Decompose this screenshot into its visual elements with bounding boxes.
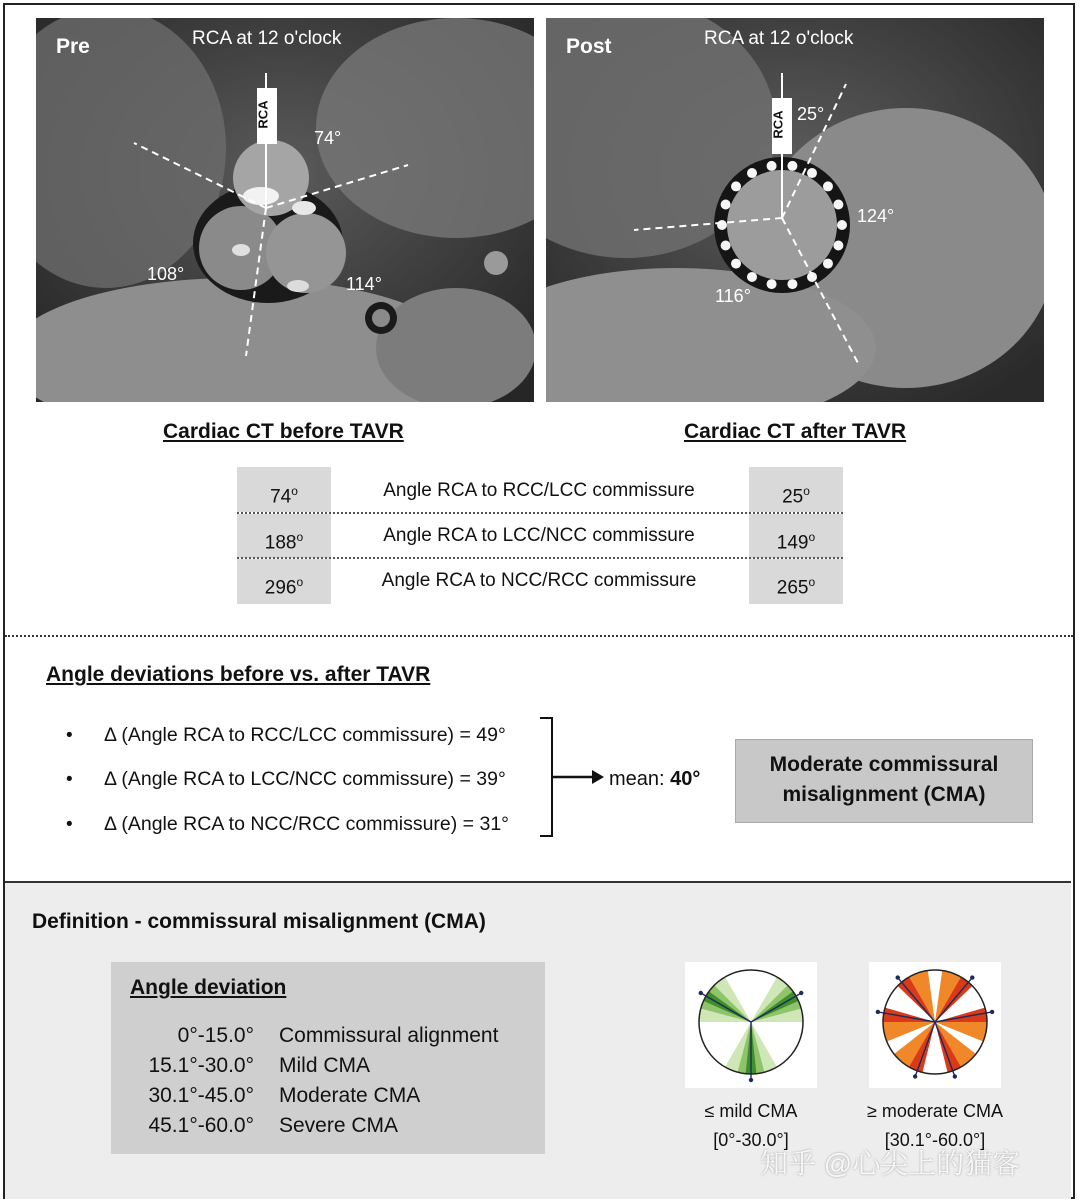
bullet-dot: • [66, 814, 73, 835]
table-row [749, 467, 843, 512]
degree-mark: o [296, 530, 304, 544]
ct-image-post [546, 18, 1044, 402]
before-value: 74 [270, 486, 292, 508]
degree-mark: o [803, 484, 810, 498]
bullet-dot: • [66, 769, 73, 790]
valve-strut [787, 161, 797, 171]
mean-value: 40° [670, 768, 701, 790]
moderate-cma-label: ≥ moderate CMA [867, 1101, 1003, 1121]
mild-cma-diagram [685, 962, 817, 1088]
deviation-item-1: Δ (Angle RCA to RCC/LCC commissure) = 49° [104, 724, 506, 746]
table-row [237, 467, 331, 512]
valve-strut [747, 168, 757, 178]
arrow-head-icon [913, 1074, 917, 1078]
arrow-head-icon [953, 1074, 957, 1078]
valve-strut [767, 279, 777, 289]
watermark: 知乎 @心尖上的猫客 [760, 1148, 1021, 1179]
category-cell: Commissural alignment [279, 1024, 499, 1047]
arrow-head-icon [699, 991, 703, 995]
rca-marker-pre: RCA [255, 100, 271, 129]
after-value: 265 [776, 577, 809, 599]
result-box: Moderate commissural misalignment (CMA) [735, 739, 1033, 823]
valve-strut [731, 181, 741, 191]
table-row [237, 514, 331, 558]
deviations-title: Angle deviations before vs. after TAVR [46, 663, 431, 686]
valve-strut [767, 161, 777, 171]
valve-strut [833, 199, 843, 209]
angle-label-post-2: 124° [857, 206, 895, 226]
orientation-label-post: RCA at 12 o'clock [704, 28, 854, 49]
orientation-label-pre: RCA at 12 o'clock [192, 28, 342, 49]
before-value: 188 [264, 532, 297, 554]
range-cell: 45.1°-60.0° [148, 1114, 254, 1137]
panel-tag-pre: Pre [56, 35, 90, 58]
row-label: Angle RCA to LCC/NCC commissure [383, 525, 695, 546]
arrow-head-icon [876, 1010, 880, 1014]
moderate-cma-range: [30.1°-60.0°] [884, 1130, 986, 1150]
section-divider [5, 635, 1073, 637]
caption-after: Cardiac CT after TAVR [684, 420, 907, 443]
angle-label-pre-2: 108° [147, 264, 185, 284]
mild-cma-label: ≤ mild CMA [704, 1101, 798, 1121]
arrow-head-icon [896, 975, 900, 979]
ct-image-pre [36, 18, 534, 402]
mild-cma-range: [0°-30.0°] [713, 1130, 789, 1150]
definition-title: Definition - commissural misalignment (CMA) [32, 910, 486, 933]
angle-label-pre-3: 114° [346, 274, 382, 294]
deviation-table [111, 962, 545, 1154]
moderate-cma-diagram [869, 962, 1001, 1088]
mean-label: mean: [609, 768, 671, 790]
valve-strut [721, 199, 731, 209]
angle-label-pre-1: 74° [314, 128, 342, 148]
valve-strut [833, 241, 843, 251]
arrow-head-icon [799, 991, 803, 995]
mean-summary [609, 768, 700, 791]
row-label: Angle RCA to NCC/RCC commissure [381, 570, 697, 591]
bullet-dot: • [66, 725, 73, 746]
angle-label-post-3: 116° [715, 286, 751, 306]
degree-mark: o [296, 575, 304, 589]
degree-mark: o [808, 575, 816, 589]
valve-strut [721, 241, 731, 251]
valve-strut [747, 272, 757, 282]
deviation-table-title: Angle deviation [130, 976, 287, 999]
valve-strut [823, 259, 833, 269]
range-cell: 15.1°-30.0° [148, 1054, 254, 1077]
after-value: 25 [782, 486, 804, 508]
valve-strut [787, 279, 797, 289]
row-label: Angle RCA to RCC/LCC commissure [383, 480, 695, 501]
valve-strut [837, 220, 847, 230]
range-cell: 0°-15.0° [177, 1024, 254, 1047]
before-value: 296 [264, 577, 297, 599]
degree-mark: o [291, 484, 298, 498]
arrow-head-icon [990, 1010, 994, 1014]
category-cell: Moderate CMA [279, 1084, 421, 1107]
angle-label-post-1: 25° [797, 104, 825, 124]
caption-before: Cardiac CT before TAVR [163, 420, 404, 443]
table-row [237, 559, 331, 604]
rca-marker-post: RCA [770, 110, 786, 139]
table-row [749, 559, 843, 604]
valve-strut [823, 181, 833, 191]
arrow-head-icon [970, 975, 974, 979]
category-cell: Mild CMA [279, 1054, 371, 1077]
valve-strut [717, 220, 727, 230]
category-cell: Severe CMA [279, 1114, 399, 1137]
deviation-item-2: Δ (Angle RCA to LCC/NCC commissure) = 39° [104, 768, 506, 790]
degree-mark: o [808, 530, 816, 544]
panel-tag-post: Post [566, 35, 612, 58]
deviation-item-3: Δ (Angle RCA to NCC/RCC commissure) = 31° [104, 813, 509, 835]
valve-strut [731, 259, 741, 269]
bracket-arrow-icon [536, 716, 606, 840]
table-row [749, 514, 843, 558]
after-value: 149 [776, 532, 809, 554]
range-cell: 30.1°-45.0° [148, 1084, 254, 1107]
valve-strut [807, 168, 817, 178]
arrow-head-icon [749, 1078, 753, 1082]
